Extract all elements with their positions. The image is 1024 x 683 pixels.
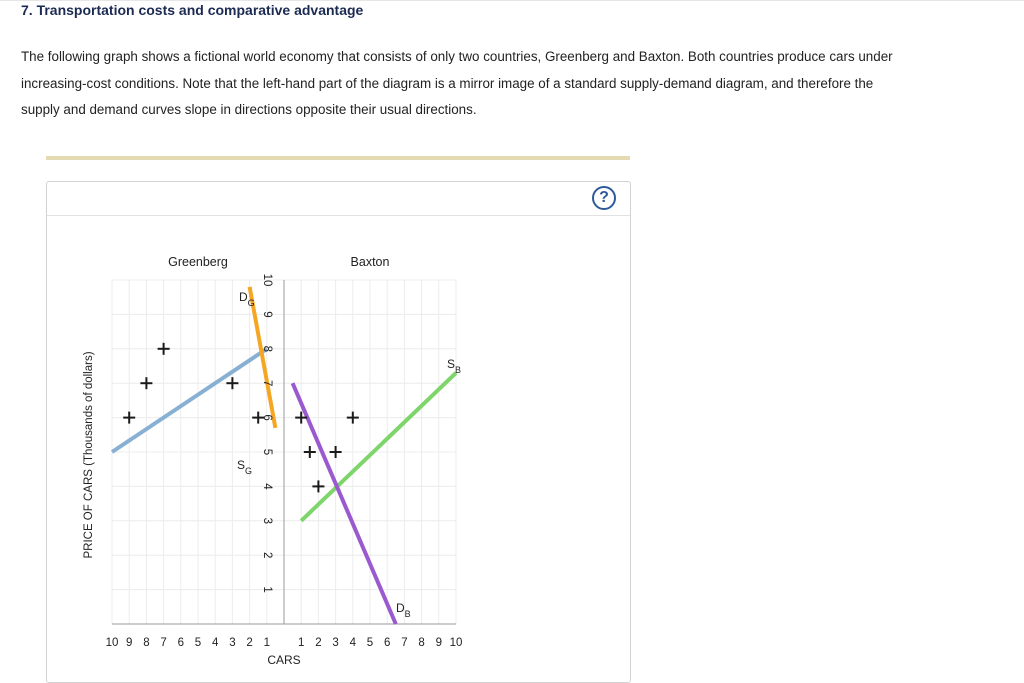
page-title: 7. Transportation costs and comparative advantage (21, 2, 364, 18)
y-tick-label: 6 (260, 414, 273, 421)
y-tick-label: 7 (260, 379, 273, 387)
greenberg-supply-label: $S_G$ (237, 458, 253, 476)
greenberg-x-tick-label: 10 (105, 637, 119, 649)
greenberg-demand-curve (112, 349, 267, 452)
greenberg-x-tick-label: 2 (246, 637, 253, 649)
greenberg-x-tick-label: 5 (194, 637, 202, 649)
intro-line-3: supply and demand curves slope in directions opposite their usual directions. (21, 102, 477, 117)
y-tick-label: 3 (260, 517, 273, 525)
x-axis-label: CARS (267, 653, 301, 667)
y-tick-label: 2 (260, 551, 273, 559)
greenberg-x-tick-label: 8 (143, 637, 150, 649)
baxton-x-tick-label: 9 (435, 637, 443, 649)
question-circle-icon[interactable]: ? (592, 186, 616, 210)
intro-line-2: increasing-cost conditions. Note that the left-hand part of the diagram is a mirror image of a standard supply-demand diagram, and therefore the (21, 75, 874, 91)
y-axis-label: PRICE OF CARS (Thousands of dollars) (83, 351, 96, 559)
greenberg-x-tick-label: 9 (125, 637, 133, 649)
intro-line-1: The following graph shows a fictional world economy that consists of only two countries, Greenberg and Baxton. Both countries produce cars under (21, 49, 893, 64)
y-tick-label: 5 (260, 448, 273, 456)
baxton-x-tick-label: 10 (449, 637, 463, 649)
greenberg-title: Greenberg (168, 255, 228, 269)
baxton-x-tick-label: 8 (418, 637, 425, 649)
greenberg-marker (226, 377, 238, 389)
baxton-marker (312, 480, 324, 492)
baxton-x-tick-label: 7 (401, 637, 408, 649)
greenberg-marker (123, 412, 135, 424)
baxton-x-tick-label: 3 (332, 637, 339, 649)
greenberg-x-tick-label: 4 (211, 637, 219, 649)
y-tick-label: 1 (260, 586, 273, 593)
chart-text (83, 255, 462, 667)
greenberg-x-tick-label: 7 (160, 637, 167, 649)
y-tick-label: 8 (260, 345, 273, 353)
baxton-marker (304, 446, 316, 458)
y-tick-label: 10 (260, 273, 273, 287)
baxton-demand-curve (293, 383, 396, 624)
baxton-x-tick-label: 1 (297, 637, 305, 649)
baxton-supply-curve (301, 373, 456, 521)
baxton-title: Baxton (350, 255, 390, 269)
greenberg-x-tick-label: 3 (229, 637, 236, 649)
baxton-marker (330, 446, 342, 458)
greenberg-x-tick-label: 6 (177, 637, 185, 649)
baxton-demand-label: $D_B$ (396, 601, 411, 619)
baxton-supply-label: $S_B$ (447, 357, 462, 375)
y-tick-label: 9 (260, 311, 273, 318)
baxton-x-tick-label: 5 (366, 637, 374, 649)
y-tick-label: 4 (260, 483, 273, 490)
greenberg-marker (158, 343, 170, 355)
greenberg-marker (140, 377, 152, 389)
baxton-marker (347, 412, 359, 424)
greenberg-x-tick-label: 1 (263, 637, 271, 649)
baxton-x-tick-label: 6 (383, 637, 391, 649)
baxton-x-tick-label: 2 (315, 637, 322, 649)
greenberg-demand-label: $D_G$ (239, 290, 255, 308)
baxton-x-tick-label: 4 (349, 637, 357, 649)
